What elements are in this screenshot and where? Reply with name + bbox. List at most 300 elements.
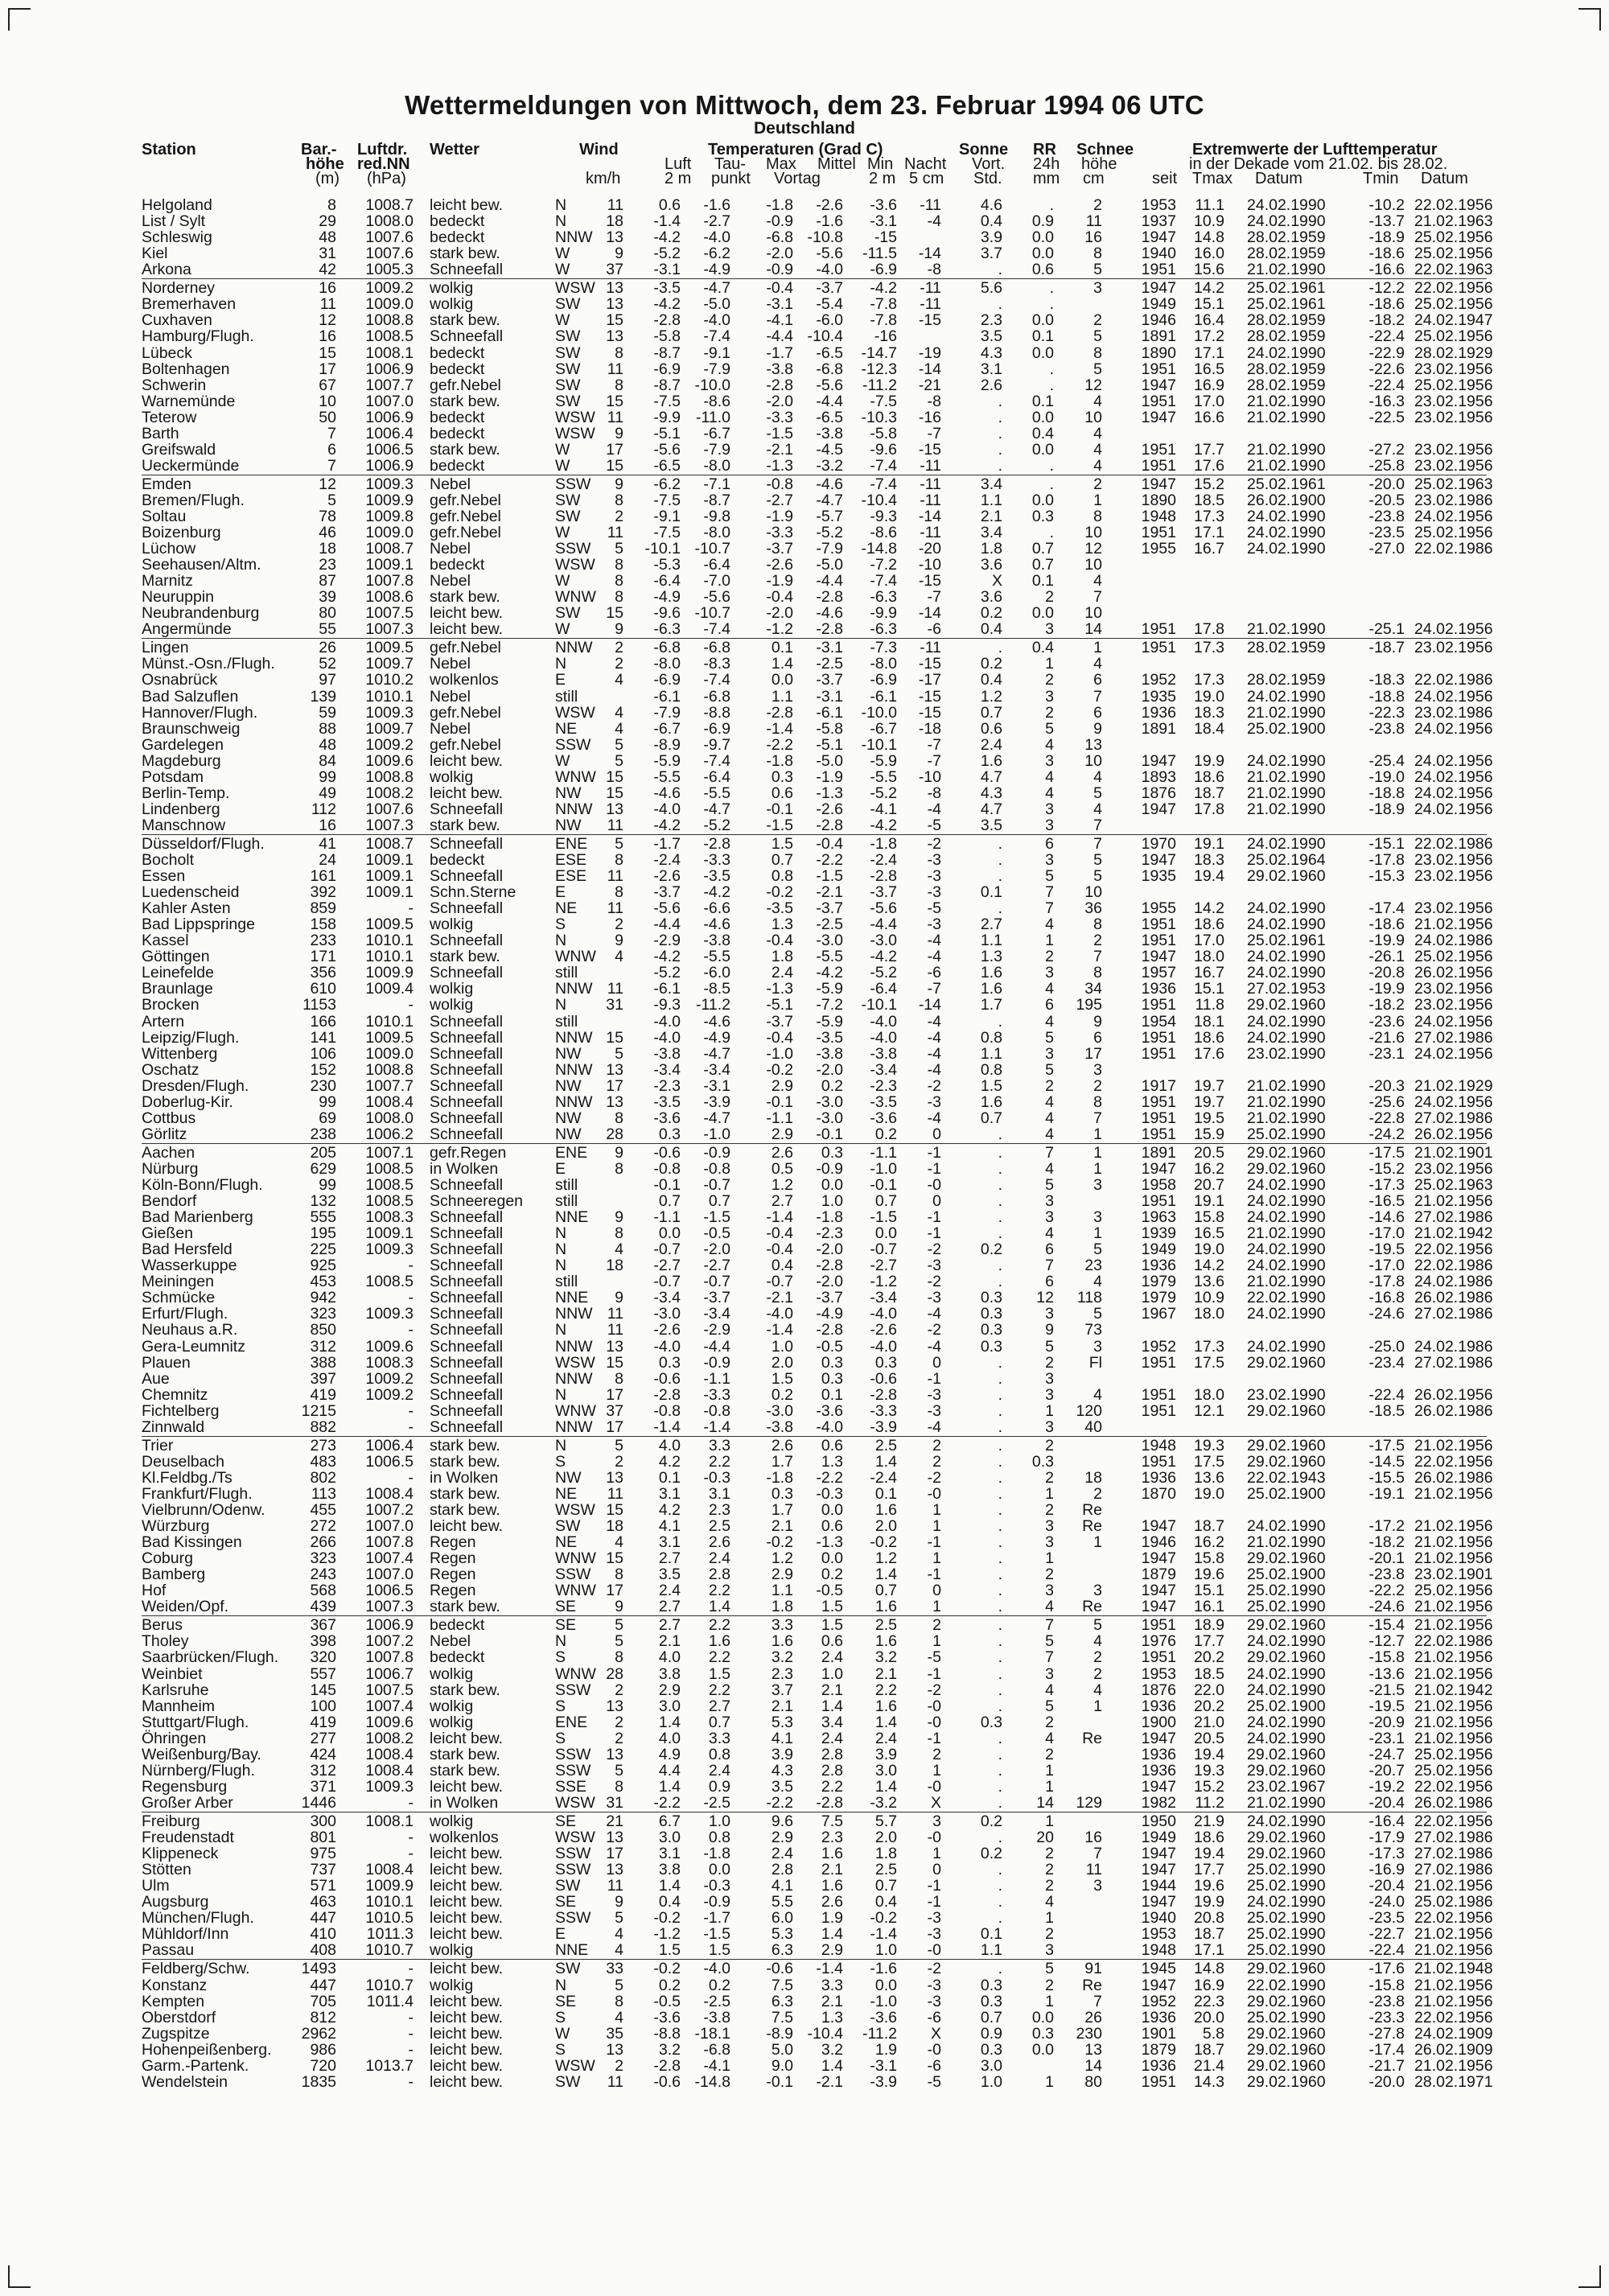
- precipitation: 0.0: [1031, 604, 1054, 623]
- sunshine: 1.0: [980, 2072, 1002, 2091]
- temp-max: -1.8: [766, 1468, 793, 1487]
- temp-night: -4: [927, 1060, 941, 1079]
- wind-speed: 15: [606, 1501, 623, 1519]
- station-name: Bad Lippspringe: [142, 916, 255, 934]
- temp-dewpoint: -9.8: [703, 507, 730, 525]
- tmin-date: 22.02.1956: [1414, 196, 1493, 214]
- tmax-date: 22.02.1943: [1247, 1468, 1326, 1487]
- tmin: -23.1: [1368, 1044, 1405, 1063]
- wind-direction: SSW: [555, 1861, 591, 1879]
- temp-dewpoint: -5.6: [703, 588, 730, 607]
- temp-night: 0: [932, 1861, 941, 1879]
- sunshine: 0.2: [980, 1845, 1002, 1862]
- temp-dewpoint: -0.9: [703, 1143, 730, 1162]
- tmax: 18.9: [1194, 1616, 1224, 1635]
- temp-mean: -1.3: [816, 784, 843, 802]
- tmax-date: 28.02.1959: [1247, 245, 1326, 263]
- station-height: 84: [319, 751, 336, 770]
- wind-speed: 15: [606, 1028, 623, 1047]
- temp-air: 0.3: [658, 1125, 681, 1143]
- tmax-date: 29.02.1960: [1247, 1143, 1326, 1162]
- header-barh: Bar.-: [301, 141, 337, 158]
- wind-direction: WSW: [555, 1501, 595, 1519]
- weather: leicht bew.: [430, 1909, 504, 1928]
- temp-dewpoint: -10.0: [694, 376, 730, 394]
- temp-mean: -3.7: [816, 1289, 843, 1307]
- precipitation: 2: [1045, 1845, 1054, 1862]
- station-height: 31: [319, 245, 336, 263]
- tmax: 19.1: [1194, 834, 1224, 853]
- tmin: -22.9: [1368, 344, 1405, 362]
- table-row: [0, 557, 1609, 573]
- weather: Schn.Sterne: [430, 883, 516, 902]
- station-height: 97: [319, 671, 336, 689]
- table-row: [0, 1910, 1609, 1926]
- temp-dewpoint: 2.2: [708, 1582, 730, 1600]
- temp-min: -7.5: [870, 392, 897, 410]
- temp-air: 0.0: [658, 1224, 681, 1243]
- temp-dewpoint: -4.1: [703, 2056, 730, 2075]
- temp-air: -0.6: [653, 2072, 681, 2091]
- temp-dewpoint: 2.2: [708, 1648, 730, 1667]
- temp-min: -5.2: [870, 964, 897, 982]
- station-name: Arkona: [142, 261, 191, 279]
- station-height: 8: [327, 196, 336, 214]
- precipitation: 4: [1045, 916, 1054, 934]
- wind-direction: E: [555, 883, 566, 902]
- tmax: 19.4: [1194, 1745, 1224, 1763]
- sunshine: 0.1: [980, 883, 1002, 902]
- record-since: 1947: [1141, 751, 1176, 770]
- temp-mean: -4.7: [816, 491, 843, 509]
- station-height: 24: [319, 851, 336, 869]
- precipitation: 2: [1045, 948, 1054, 966]
- table-row: [0, 442, 1609, 458]
- station-height: 1835: [301, 2072, 336, 2091]
- tmin: -23.3: [1368, 2008, 1405, 2026]
- temp-air: -0.7: [653, 1273, 681, 1291]
- temp-min: -2.8: [870, 1385, 897, 1404]
- station-name: Köln-Bonn/Flugh.: [142, 1176, 263, 1194]
- temp-night: -3: [927, 1092, 941, 1111]
- wind-speed: 33: [606, 1960, 623, 1978]
- weather: Schneefall: [430, 1092, 504, 1111]
- tmin-date: 24.02.1947: [1414, 311, 1493, 330]
- snow-depth: 7: [1093, 588, 1102, 607]
- tmin: -17.5: [1368, 1436, 1405, 1455]
- station-name: Neubrandenburg: [142, 604, 260, 623]
- tmax: 19.7: [1194, 1076, 1224, 1095]
- temp-air: -3.4: [653, 1060, 681, 1079]
- temp-mean: 0.3: [821, 1143, 843, 1162]
- snow-depth: 8: [1093, 916, 1102, 934]
- temp-night: -15: [918, 703, 941, 722]
- temp-min: -6.3: [870, 620, 897, 639]
- temp-night: -1: [927, 1224, 941, 1243]
- sunshine: .: [998, 899, 1002, 918]
- station-pressure: 1013.7: [365, 2056, 414, 2075]
- record-since: 1936: [1141, 1761, 1176, 1780]
- station-pressure: 1008.0: [365, 1109, 414, 1127]
- temp-dewpoint: -2.5: [703, 1992, 730, 2010]
- station-name: Görlitz: [142, 1125, 187, 1143]
- record-since: 1951: [1141, 916, 1176, 934]
- temp-air: -5.2: [653, 245, 681, 263]
- weather: Schneefall: [430, 261, 504, 279]
- sunshine: 1.8: [980, 540, 1002, 558]
- tmax: 15.1: [1194, 980, 1224, 998]
- temp-mean: -5.9: [816, 980, 843, 998]
- station-name: Bremen/Flugh.: [142, 491, 245, 509]
- temp-mean: 1.4: [821, 1697, 843, 1715]
- tmax-date: 25.02.1990: [1247, 1861, 1326, 1879]
- tmin-date: 23.02.1956: [1414, 980, 1493, 998]
- tmin: -17.0: [1368, 1257, 1405, 1275]
- temp-air: 0.1: [658, 1468, 681, 1487]
- temp-min: 2.0: [874, 1517, 897, 1535]
- tmin: -25.6: [1368, 1092, 1405, 1111]
- tmax-date: 25.02.1990: [1247, 1925, 1326, 1944]
- wind-speed: 2: [615, 2056, 623, 2075]
- temp-air: -9.9: [653, 408, 681, 426]
- temp-min: -4.2: [870, 948, 897, 966]
- table-row: [0, 345, 1609, 361]
- wind-speed: 8: [615, 556, 623, 574]
- station-pressure: 1007.6: [365, 245, 414, 263]
- table-row: [0, 1878, 1609, 1894]
- temp-night: -1: [927, 1729, 941, 1747]
- tmin-date: 23.02.1956: [1414, 1159, 1493, 1178]
- temp-mean: 1.0: [821, 1192, 843, 1210]
- sunshine: 1.7: [980, 996, 1002, 1014]
- weather: Regen: [430, 1566, 476, 1584]
- tmin: -26.1: [1368, 948, 1405, 966]
- station-height: 424: [310, 1745, 336, 1763]
- wind-direction: WSW: [555, 1793, 595, 1812]
- temp-air: 4.0: [658, 1648, 681, 1667]
- record-since: 1917: [1141, 1076, 1176, 1095]
- weather: Schneefall: [430, 327, 504, 346]
- wind-direction: WSW: [555, 2056, 595, 2075]
- temp-min: 2.2: [874, 1681, 897, 1699]
- temp-max: 3.2: [771, 1648, 793, 1667]
- station-height: 408: [310, 1941, 336, 1960]
- station-height: 113: [311, 1484, 336, 1503]
- precipitation: 3: [1045, 1533, 1054, 1552]
- temp-dewpoint: -1.1: [703, 1369, 730, 1388]
- table-row: [0, 1257, 1609, 1273]
- temp-night: 1: [932, 1598, 941, 1616]
- precipitation: 3: [1045, 1941, 1054, 1960]
- sunshine: .: [998, 456, 1002, 475]
- station-pressure: 1007.5: [365, 1681, 414, 1699]
- tmax-date: 24.02.1990: [1247, 524, 1326, 541]
- sunshine: 3.7: [980, 245, 1002, 263]
- table-row: [0, 1502, 1609, 1518]
- table-row: [0, 721, 1609, 737]
- station-pressure: 1010.7: [365, 1976, 414, 1994]
- weather: leicht bew.: [430, 1893, 504, 1911]
- precipitation: 3: [1045, 1664, 1054, 1683]
- temp-air: -3.6: [653, 1109, 681, 1127]
- snow-depth: 1: [1093, 1125, 1102, 1143]
- tmax: 15.8: [1194, 1208, 1224, 1227]
- temp-air: 4.9: [658, 1745, 681, 1763]
- temp-mean: 0.2: [821, 1076, 843, 1095]
- precipitation: 1: [1045, 2072, 1054, 2091]
- sunshine: 2.7: [980, 916, 1002, 934]
- temp-min: -5.9: [870, 751, 897, 770]
- temp-max: -0.4: [766, 932, 793, 950]
- wind-speed: 17: [606, 1418, 623, 1436]
- snow-depth: 73: [1084, 1321, 1102, 1339]
- table-row: [0, 328, 1609, 344]
- table-row: [0, 801, 1609, 817]
- tmax-date: 24.02.1990: [1247, 212, 1326, 231]
- station-height: 139: [310, 687, 336, 706]
- table-row: [0, 1486, 1609, 1502]
- wind-direction: S: [555, 916, 566, 934]
- precipitation: 3: [1045, 1582, 1054, 1600]
- weather: leicht bew.: [430, 1517, 504, 1535]
- station-pressure: 1009.6: [365, 751, 414, 770]
- tmin: -20.9: [1368, 1713, 1405, 1731]
- wind-direction: N: [555, 996, 567, 1014]
- tmax: 18.6: [1194, 1028, 1224, 1047]
- sunshine: .: [998, 1549, 1002, 1568]
- tmax: 17.5: [1194, 1353, 1224, 1372]
- tmax-date: 24.02.1990: [1247, 344, 1326, 362]
- table-row: [0, 868, 1609, 884]
- temp-max: -3.3: [766, 524, 793, 541]
- table-row: [0, 1763, 1609, 1779]
- record-since: 1951: [1141, 932, 1176, 950]
- weather: Nebel: [430, 475, 471, 493]
- table-row: [0, 1371, 1609, 1387]
- wind-speed: 8: [615, 883, 623, 902]
- precipitation: 20: [1036, 1829, 1054, 1846]
- sunshine: .: [998, 1648, 1002, 1667]
- snow-depth: 91: [1084, 1960, 1102, 1978]
- temp-min: -2.4: [870, 1468, 897, 1487]
- tmin-date: 27.02.1986: [1414, 1861, 1493, 1879]
- header-temp-air: Luft: [665, 155, 692, 173]
- temp-dewpoint: -0.8: [703, 1401, 730, 1420]
- temp-max: 0.1: [771, 639, 793, 657]
- temp-night: -3: [927, 1257, 941, 1275]
- wind-direction: WSW: [555, 556, 595, 574]
- temp-max: -6.8: [766, 228, 793, 247]
- precipitation: 3: [1045, 1517, 1054, 1535]
- temp-dewpoint: 3.1: [708, 1484, 730, 1503]
- wind-speed: 4: [615, 2008, 623, 2026]
- sunshine: .: [998, 1729, 1002, 1747]
- table-row: [0, 948, 1609, 965]
- record-since: 1949: [1141, 1829, 1176, 1846]
- weather: Regen: [430, 1549, 476, 1568]
- temp-mean: 1.6: [821, 1845, 843, 1862]
- temp-air: -6.8: [653, 639, 681, 657]
- tmin-date: 24.02.1986: [1414, 932, 1493, 950]
- snow-depth: 10: [1084, 524, 1102, 541]
- temp-mean: 1.4: [821, 2056, 843, 2075]
- temp-air: -3.5: [653, 279, 681, 298]
- tmin-date: 24.02.1956: [1414, 751, 1493, 770]
- temp-air: 4.4: [658, 1761, 681, 1780]
- tmax-date: 29.02.1960: [1247, 1960, 1326, 1978]
- temp-mean: -0.1: [816, 1125, 843, 1143]
- temp-mean: -1.5: [816, 867, 843, 885]
- sunshine: .: [998, 295, 1002, 314]
- tmax: 20.5: [1194, 1729, 1224, 1747]
- temp-air: -5.8: [653, 327, 681, 346]
- tmax: 16.1: [1194, 1598, 1224, 1616]
- station-name: Kiel: [142, 245, 168, 263]
- wind-direction: SE: [555, 1812, 577, 1830]
- precipitation: 0.3: [1031, 1452, 1054, 1471]
- station-height: 323: [310, 1549, 336, 1568]
- temp-max: -2.1: [766, 1289, 793, 1307]
- snow-depth: 8: [1093, 507, 1102, 525]
- tmin: -18.8: [1368, 784, 1405, 802]
- station-name: Berlin-Temp.: [142, 784, 230, 802]
- station-name: Oschatz: [142, 1060, 200, 1079]
- station-height: 312: [310, 1337, 336, 1356]
- temp-min: -1.1: [870, 1143, 897, 1162]
- station-pressure: 1007.0: [365, 392, 414, 410]
- temp-min: -4.4: [870, 916, 897, 934]
- snow-depth: 12: [1084, 376, 1102, 394]
- tmax-date: 21.02.1990: [1247, 1533, 1326, 1552]
- temp-min: -12.3: [861, 360, 897, 378]
- weather: leicht bew.: [430, 1992, 504, 2010]
- temp-min: -3.0: [870, 932, 897, 950]
- weather: wolkig: [430, 295, 474, 314]
- temp-min: 1.4: [874, 1566, 897, 1584]
- record-since: 1936: [1141, 703, 1176, 722]
- snow-depth: 9: [1093, 1012, 1102, 1031]
- precipitation: 2: [1045, 671, 1054, 689]
- sunshine: 0.9: [980, 2024, 1002, 2043]
- temp-dewpoint: -2.9: [703, 1321, 730, 1339]
- temp-max: -1.4: [766, 1208, 793, 1227]
- temp-air: -1.4: [653, 212, 681, 231]
- record-since: 1951: [1141, 1353, 1176, 1372]
- wind-speed: 37: [606, 1401, 623, 1420]
- temp-night: -11: [920, 279, 941, 298]
- temp-min: -1.2: [870, 1273, 897, 1291]
- temp-max: 2.1: [771, 1697, 793, 1715]
- station-pressure: 1009.1: [365, 1224, 414, 1243]
- temp-air: -5.6: [653, 440, 681, 459]
- temp-mean: -2.8: [816, 588, 843, 607]
- temp-dewpoint: -7.4: [703, 327, 730, 346]
- station-pressure: 1008.4: [365, 1092, 414, 1111]
- temp-min: -6.4: [870, 980, 897, 998]
- record-since: 1940: [1141, 245, 1176, 263]
- wind-direction: SW: [555, 295, 581, 314]
- station-pressure: -: [408, 899, 414, 918]
- sunshine: 0.3: [980, 1337, 1002, 1356]
- snow-depth: 6: [1093, 1028, 1102, 1047]
- temp-min: 1.2: [874, 1549, 897, 1568]
- temp-night: -11: [920, 639, 941, 657]
- temp-night: 0: [932, 1582, 941, 1600]
- temp-night: -3: [927, 916, 941, 934]
- temp-night: -21: [918, 376, 941, 394]
- wind-direction: SSW: [555, 540, 591, 558]
- precipitation: 2: [1045, 1436, 1054, 1455]
- station-name: Manschnow: [142, 816, 226, 834]
- station-pressure: -: [408, 1401, 414, 1420]
- temp-air: -8.7: [653, 344, 681, 362]
- station-pressure: 1008.7: [365, 196, 414, 214]
- tmin: -20.8: [1368, 964, 1405, 982]
- station-pressure: 1008.7: [365, 540, 414, 558]
- table-row: [0, 2026, 1609, 2042]
- station-name: Wittenberg: [142, 1044, 218, 1063]
- weather: leicht bew.: [430, 1925, 504, 1944]
- record-since: 1947: [1141, 1549, 1176, 1568]
- weather: bedeckt: [430, 228, 485, 247]
- station-pressure: 1005.3: [365, 261, 414, 279]
- tmin-date: 22.02.1956: [1414, 1777, 1493, 1796]
- wind-direction: SW: [555, 491, 581, 509]
- tmin-date: 26.02.1956: [1414, 1125, 1493, 1143]
- station-name: Boltenhagen: [142, 360, 230, 378]
- tmin-date: 25.02.1956: [1414, 295, 1493, 314]
- record-since: 1951: [1141, 2072, 1176, 2091]
- wind-direction: W: [555, 440, 570, 459]
- precipitation: 2: [1045, 1076, 1054, 1095]
- snow-depth: 5: [1093, 851, 1102, 869]
- tmin-date: 21.02.1956: [1414, 1616, 1493, 1635]
- temp-air: -2.8: [653, 1385, 681, 1404]
- wind-direction: NNW: [555, 980, 593, 998]
- table-row: [0, 1698, 1609, 1714]
- precipitation: 5: [1045, 1632, 1054, 1651]
- wind-speed: 8: [615, 1648, 623, 1667]
- precipitation: .: [1049, 524, 1054, 541]
- station-pressure: 1010.1: [365, 1012, 414, 1031]
- header-weather: Wetter: [430, 141, 479, 158]
- station-name: Greifswald: [142, 440, 216, 459]
- temp-max: -3.7: [766, 1012, 793, 1031]
- table-row: [0, 817, 1609, 833]
- record-since: 1951: [1141, 1385, 1176, 1404]
- sunshine: .: [998, 834, 1002, 853]
- precipitation: 0.7: [1031, 556, 1054, 574]
- sunshine: 3.6: [980, 588, 1002, 607]
- tmax: 18.6: [1194, 1829, 1224, 1846]
- station-pressure: 1009.2: [365, 1369, 414, 1388]
- record-since: 1947: [1141, 1582, 1176, 1600]
- temp-night: -4: [927, 932, 941, 950]
- temp-air: -4.9: [653, 588, 681, 607]
- table-row: [0, 785, 1609, 801]
- temp-max: 5.3: [771, 1925, 793, 1944]
- record-since: 1957: [1141, 964, 1176, 982]
- temp-min: 2.0: [874, 1829, 897, 1846]
- wind-speed: 9: [615, 1289, 623, 1307]
- table-row: [0, 1094, 1609, 1110]
- temp-min: -2.4: [870, 851, 897, 869]
- temp-max: -3.8: [766, 360, 793, 378]
- station-height: 1493: [301, 1960, 336, 1978]
- sunshine: 0.8: [980, 1060, 1002, 1079]
- weather: wolkig: [430, 1697, 474, 1715]
- wind-direction: WSW: [555, 1829, 595, 1846]
